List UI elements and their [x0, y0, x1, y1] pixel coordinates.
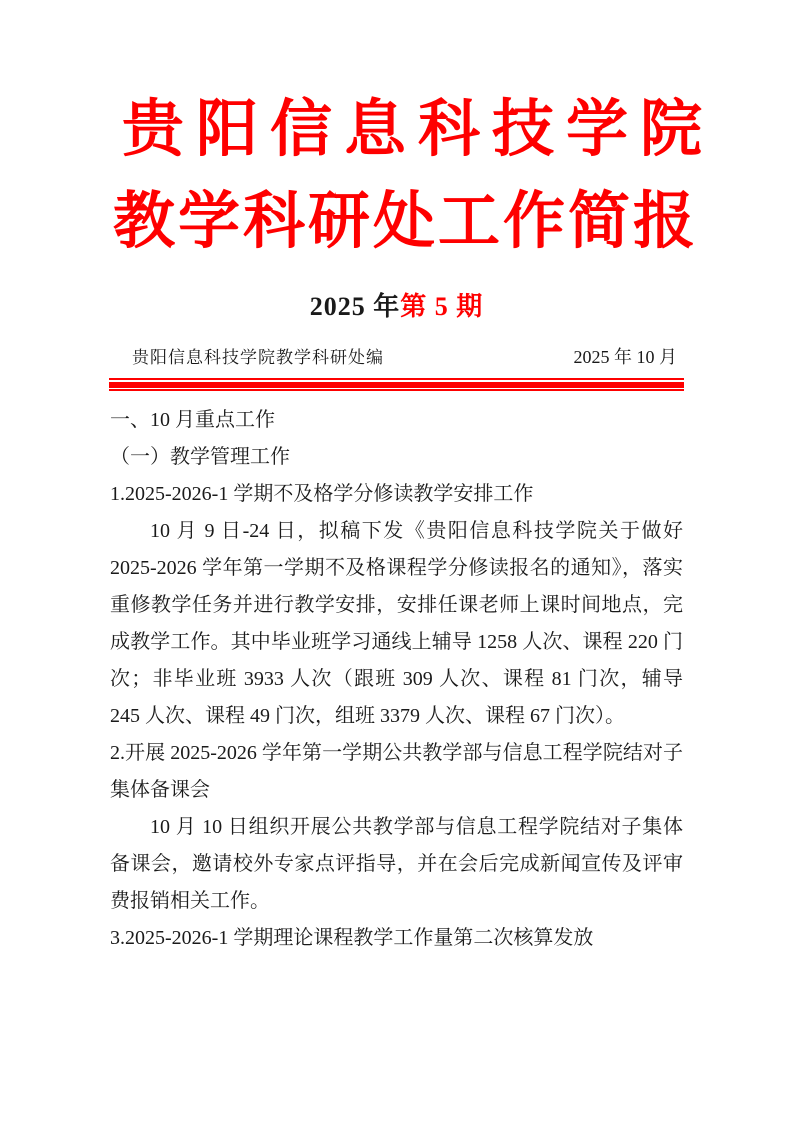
issue-year: 2025 年 — [309, 292, 401, 321]
publication-date: 2025 年 10 月 — [573, 347, 677, 367]
item-3-heading: 3.2025-2026-1 学期理论课程教学工作量第二次核算发放 — [110, 927, 594, 949]
issue-line — [110, 286, 683, 323]
issue-number: 第 5 期 — [400, 292, 484, 321]
subsection-heading: （一）教学管理工作 — [110, 446, 290, 468]
doc-title-line-2: 教学科研处工作简报 — [113, 187, 699, 256]
item-2-paragraph: 10 月 10 日组织开展公共教学部与信息工程学院结对子集体备课会，邀请校外专家点评指导，并在会后完成新闻宣传及评审费报销相关工作。 — [110, 816, 683, 912]
item-1-paragraph: 10 月 9 日-24 日，拟稿下发《贵阳信息科技学院关于做好 2025-2026 学年第一学期不及格课程学分修读报名的通知》，落实重修教学任务并进行教学安排，安排任课老师上课时间地点，完成教学工作。其中毕业班学习通线上辅导 1258 人次、课程 220 门次；非毕业班 3933 人次（跟班 309 人次、课程 81 门次，辅导 245 人次、课程 49 门次，组班 3379 人次、课程 67 门次）。 — [110, 520, 683, 727]
item-2-heading: 2.开展 2025-2026 学年第一学期公共教学部与信息工程学院结对子集体备课会 — [110, 742, 683, 801]
section-heading: 一、10 月重点工作 — [110, 409, 275, 431]
document-body — [110, 402, 683, 957]
doc-title-line-1: 贵阳信息科技学院 — [122, 95, 715, 164]
content-column — [110, 95, 715, 957]
editor-credit: 贵阳信息科技学院教学科研处编 — [132, 348, 384, 367]
item-1-heading: 1.2025-2026-1 学期不及格学分修读教学安排工作 — [110, 483, 534, 505]
masthead-divider-rule — [109, 378, 684, 391]
masthead-meta-row — [110, 343, 683, 369]
